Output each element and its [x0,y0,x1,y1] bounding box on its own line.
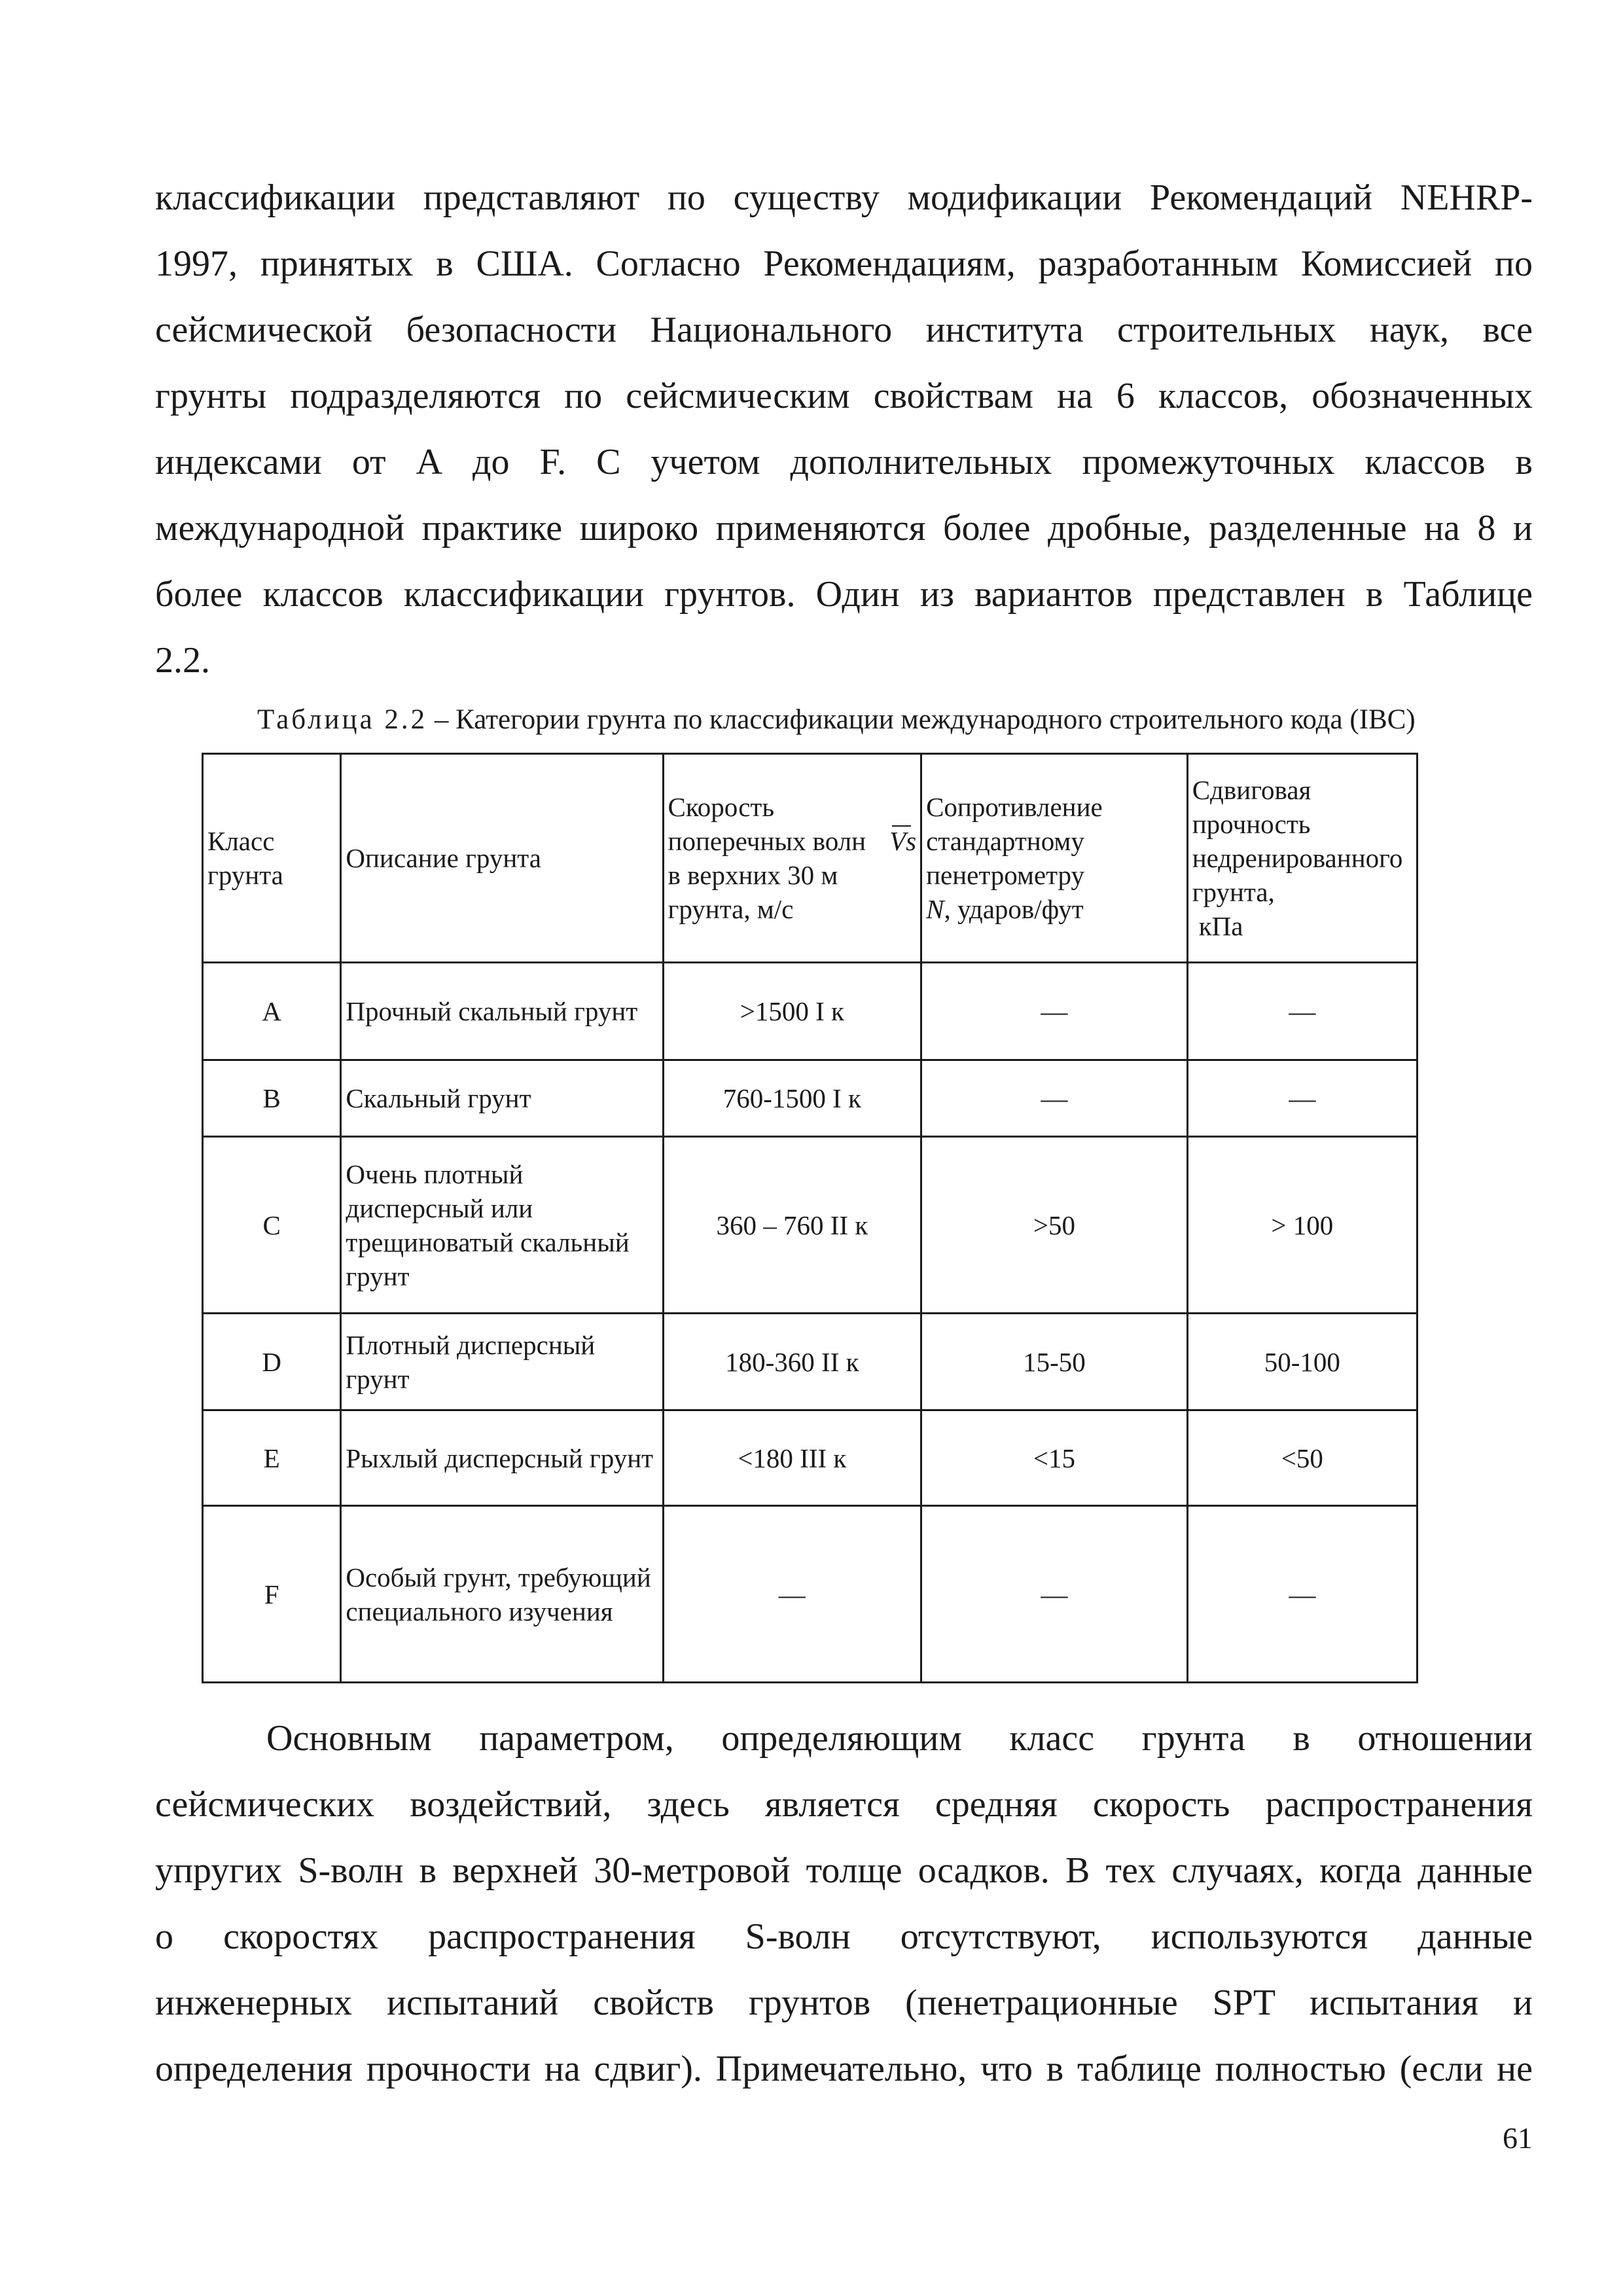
cell-description: Плотный дисперсный грунт [341,1314,663,1410]
header-strength: Сдвиговая прочность недренированного грунта, кПа [1187,754,1417,963]
soil-category-table [202,753,1418,1683]
cell-class: D [203,1314,341,1410]
intro-line: грунты подразделяются по сейсмическим свойствам на 6 классов, обозначенных [155,376,1533,416]
table-caption-text: – Категории грунта по классификации международного строительного кода (IBC) [427,704,1416,735]
table-row [203,1060,1418,1137]
table-row [203,1410,1418,1506]
cell-description: Прочный скальный грунт [341,963,663,1060]
intro-line-last: 2.2. [155,640,210,681]
header-description: Описание грунта [341,754,663,963]
closing-line: сейсмических воздействий, здесь является средняя скорость распространения [155,1784,1533,1825]
table-row [203,1506,1418,1683]
intro-line: классификации представляют по существу модификации Рекомендаций NEHRP- [155,177,1533,218]
closing-line: Основным параметром, определяющим класс грунта в отношении [266,1718,1533,1759]
cell-speed: <180 III к [663,1410,921,1506]
cell-strength: 50-100 [1187,1314,1417,1410]
intro-line: более классов классификации грунтов. Один из вариантов представлен в Таблице [155,574,1533,615]
cell-description: Скальный грунт [341,1060,663,1137]
vs-symbol: Vs [889,824,916,858]
cell-spt: — [921,1060,1188,1137]
cell-spt: — [921,1506,1188,1683]
header-class: Класс грунта [203,754,341,963]
table-row [203,963,1418,1060]
cell-description: Очень плотный дисперсный или трещиноватый скальный грунт [341,1137,663,1314]
cell-class: E [203,1410,341,1506]
cell-speed: 760-1500 I к [663,1060,921,1137]
cell-spt: <15 [921,1410,1188,1506]
cell-speed: 180-360 II к [663,1314,921,1410]
table-header-row [203,754,1418,963]
closing-line: упругих S-волн в верхней 30-метровой толще осадков. В тех случаях, когда данные [155,1850,1533,1891]
page-number: 61 [1503,2121,1533,2155]
cell-description: Рыхлый дисперсный грунт [341,1410,663,1506]
cell-strength: > 100 [1187,1137,1417,1314]
intro-line: 1997, принятых в США. Согласно Рекомендациям, разработанным Комиссией по [155,243,1533,284]
cell-class: B [203,1060,341,1137]
cell-strength: — [1187,1506,1417,1683]
cell-speed: 360 – 760 II к [663,1137,921,1314]
table-caption [257,700,1416,740]
cell-class: C [203,1137,341,1314]
closing-line: определения прочности на сдвиг). Примечательно, что в таблице полностью (если не [155,2049,1533,2089]
cell-class: A [203,963,341,1060]
intro-line: сейсмической безопасности Национального института строительных наук, все [155,310,1533,350]
cell-strength: — [1187,963,1417,1060]
closing-line: инженерных испытаний свойств грунтов (пенетрационные SPT испытания и [155,1982,1533,2023]
header-spt: Сопротивление стандартному пенетрометру N, ударов/фут [921,754,1188,963]
table-caption-label: Таблица 2.2 [257,704,428,735]
table-row [203,1314,1418,1410]
table-row [203,1137,1418,1314]
cell-speed: >1500 I к [663,963,921,1060]
cell-strength: <50 [1187,1410,1417,1506]
cell-description: Особый грунт, требующий специального изучения [341,1506,663,1683]
n-symbol: N [926,894,944,924]
cell-spt: >50 [921,1137,1188,1314]
cell-strength: — [1187,1060,1417,1137]
cell-speed: — [663,1506,921,1683]
cell-spt: — [921,963,1188,1060]
closing-line: о скоростях распространения S-волн отсутствуют, используются данные [155,1916,1533,1957]
intro-line: индексами от А до F. С учетом дополнительных промежуточных классов в [155,442,1533,482]
intro-line: международной практике широко применяются более дробные, разделенные на 8 и [155,508,1533,548]
cell-class: F [203,1506,341,1683]
cell-spt: 15-50 [921,1314,1188,1410]
header-speed: Скорость поперечных волн Vs в верхних 30 м грунта, м/с [663,754,921,963]
